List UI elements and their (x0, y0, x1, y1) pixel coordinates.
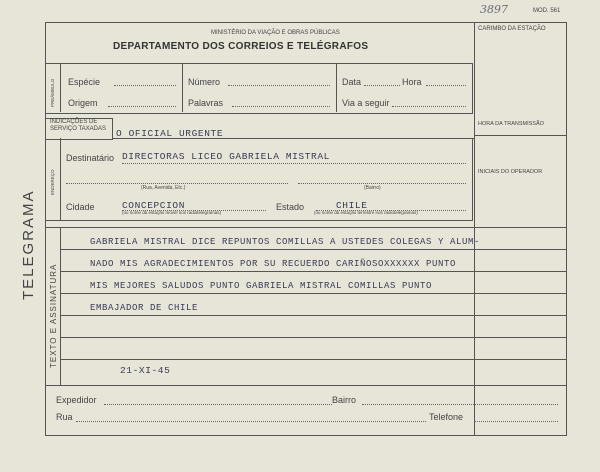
indicacoes-label: INDICAÇÕES DE SERVIÇO TAXADAS (50, 119, 107, 132)
rua-label: Rua (56, 412, 73, 422)
cidade-value: CONCEPCION (122, 200, 186, 211)
message-date: 21-XI-45 (120, 365, 171, 376)
cidade-label: Cidade (66, 202, 95, 212)
texto-assinatura-label: TEXTO E ASSINATURA (49, 263, 58, 368)
destinatario-value: DIRECTORAS LICEO GABRIELA MISTRAL (122, 151, 330, 162)
especie-label: Espécie (68, 77, 101, 87)
message-line-4: EMBAJADOR DE CHILE (90, 303, 199, 313)
hora-transmissao-label: HORA DA TRANSMISSÃO (478, 121, 544, 127)
department-title: DEPARTAMENTO DOS CORREIOS E TELÉGRAFOS (113, 41, 369, 52)
palavras-label: Palavras (188, 98, 224, 108)
mod-number: MOD. 561 (533, 8, 561, 14)
address-side-label: ENDEREÇO (50, 169, 55, 195)
indicacoes-value: O OFICIAL URGENTE (116, 128, 224, 139)
data-label: Data (342, 77, 362, 87)
ministry-title: MINISTÉRIO DA VIAÇÃO E OBRAS PÚBLICAS (211, 30, 340, 36)
message-line-3: MIS MEJORES SALUDOS PUNTO GABRIELA MISTRAL COMILLAS PUNTO (90, 281, 433, 291)
telefone-label: Telefone (429, 412, 464, 422)
bairro-label: Bairro (332, 395, 357, 405)
hora-label: Hora (402, 77, 422, 87)
expedidor-label: Expedidor (56, 395, 97, 405)
iniciais-operador-label: INICIAIS DO OPERADOR (478, 169, 543, 175)
estado-hint: (ou nome da estação terrestre nos radiotelegramas) (314, 210, 418, 215)
cidade-hint: (ou nome da estação móvel nos radiotelegramas) (122, 210, 222, 215)
estado-value: CHILE (336, 200, 368, 211)
rua-hint: (Rua, Avenida, Etc.) (141, 185, 186, 191)
destinatario-label: Destinatário (66, 153, 115, 163)
estado-label: Estado (276, 202, 305, 212)
origem-label: Origem (68, 98, 98, 108)
preamble-side-label: PREÂMBULO (50, 78, 55, 107)
bairro-hint: (Bairro) (364, 185, 381, 191)
telegrama-side-title: TELEGRAMA (20, 189, 37, 300)
form-frame (45, 22, 567, 436)
message-line-1: GABRIELA MISTRAL DICE REPUNTOS COMILLAS A USTEDES COLEGAS Y ALUM- (90, 237, 481, 247)
handwritten-number: 3897 (480, 3, 508, 16)
message-line-2: NADO MIS AGRADECIMIENTOS POR SU RECUERDO CARIÑOSOXXXXXX PUNTO (90, 259, 457, 269)
stamp-label: CARIMBO DA ESTAÇÃO (478, 26, 546, 32)
via-label: Via a seguir (342, 98, 390, 108)
numero-label: Número (188, 77, 221, 87)
